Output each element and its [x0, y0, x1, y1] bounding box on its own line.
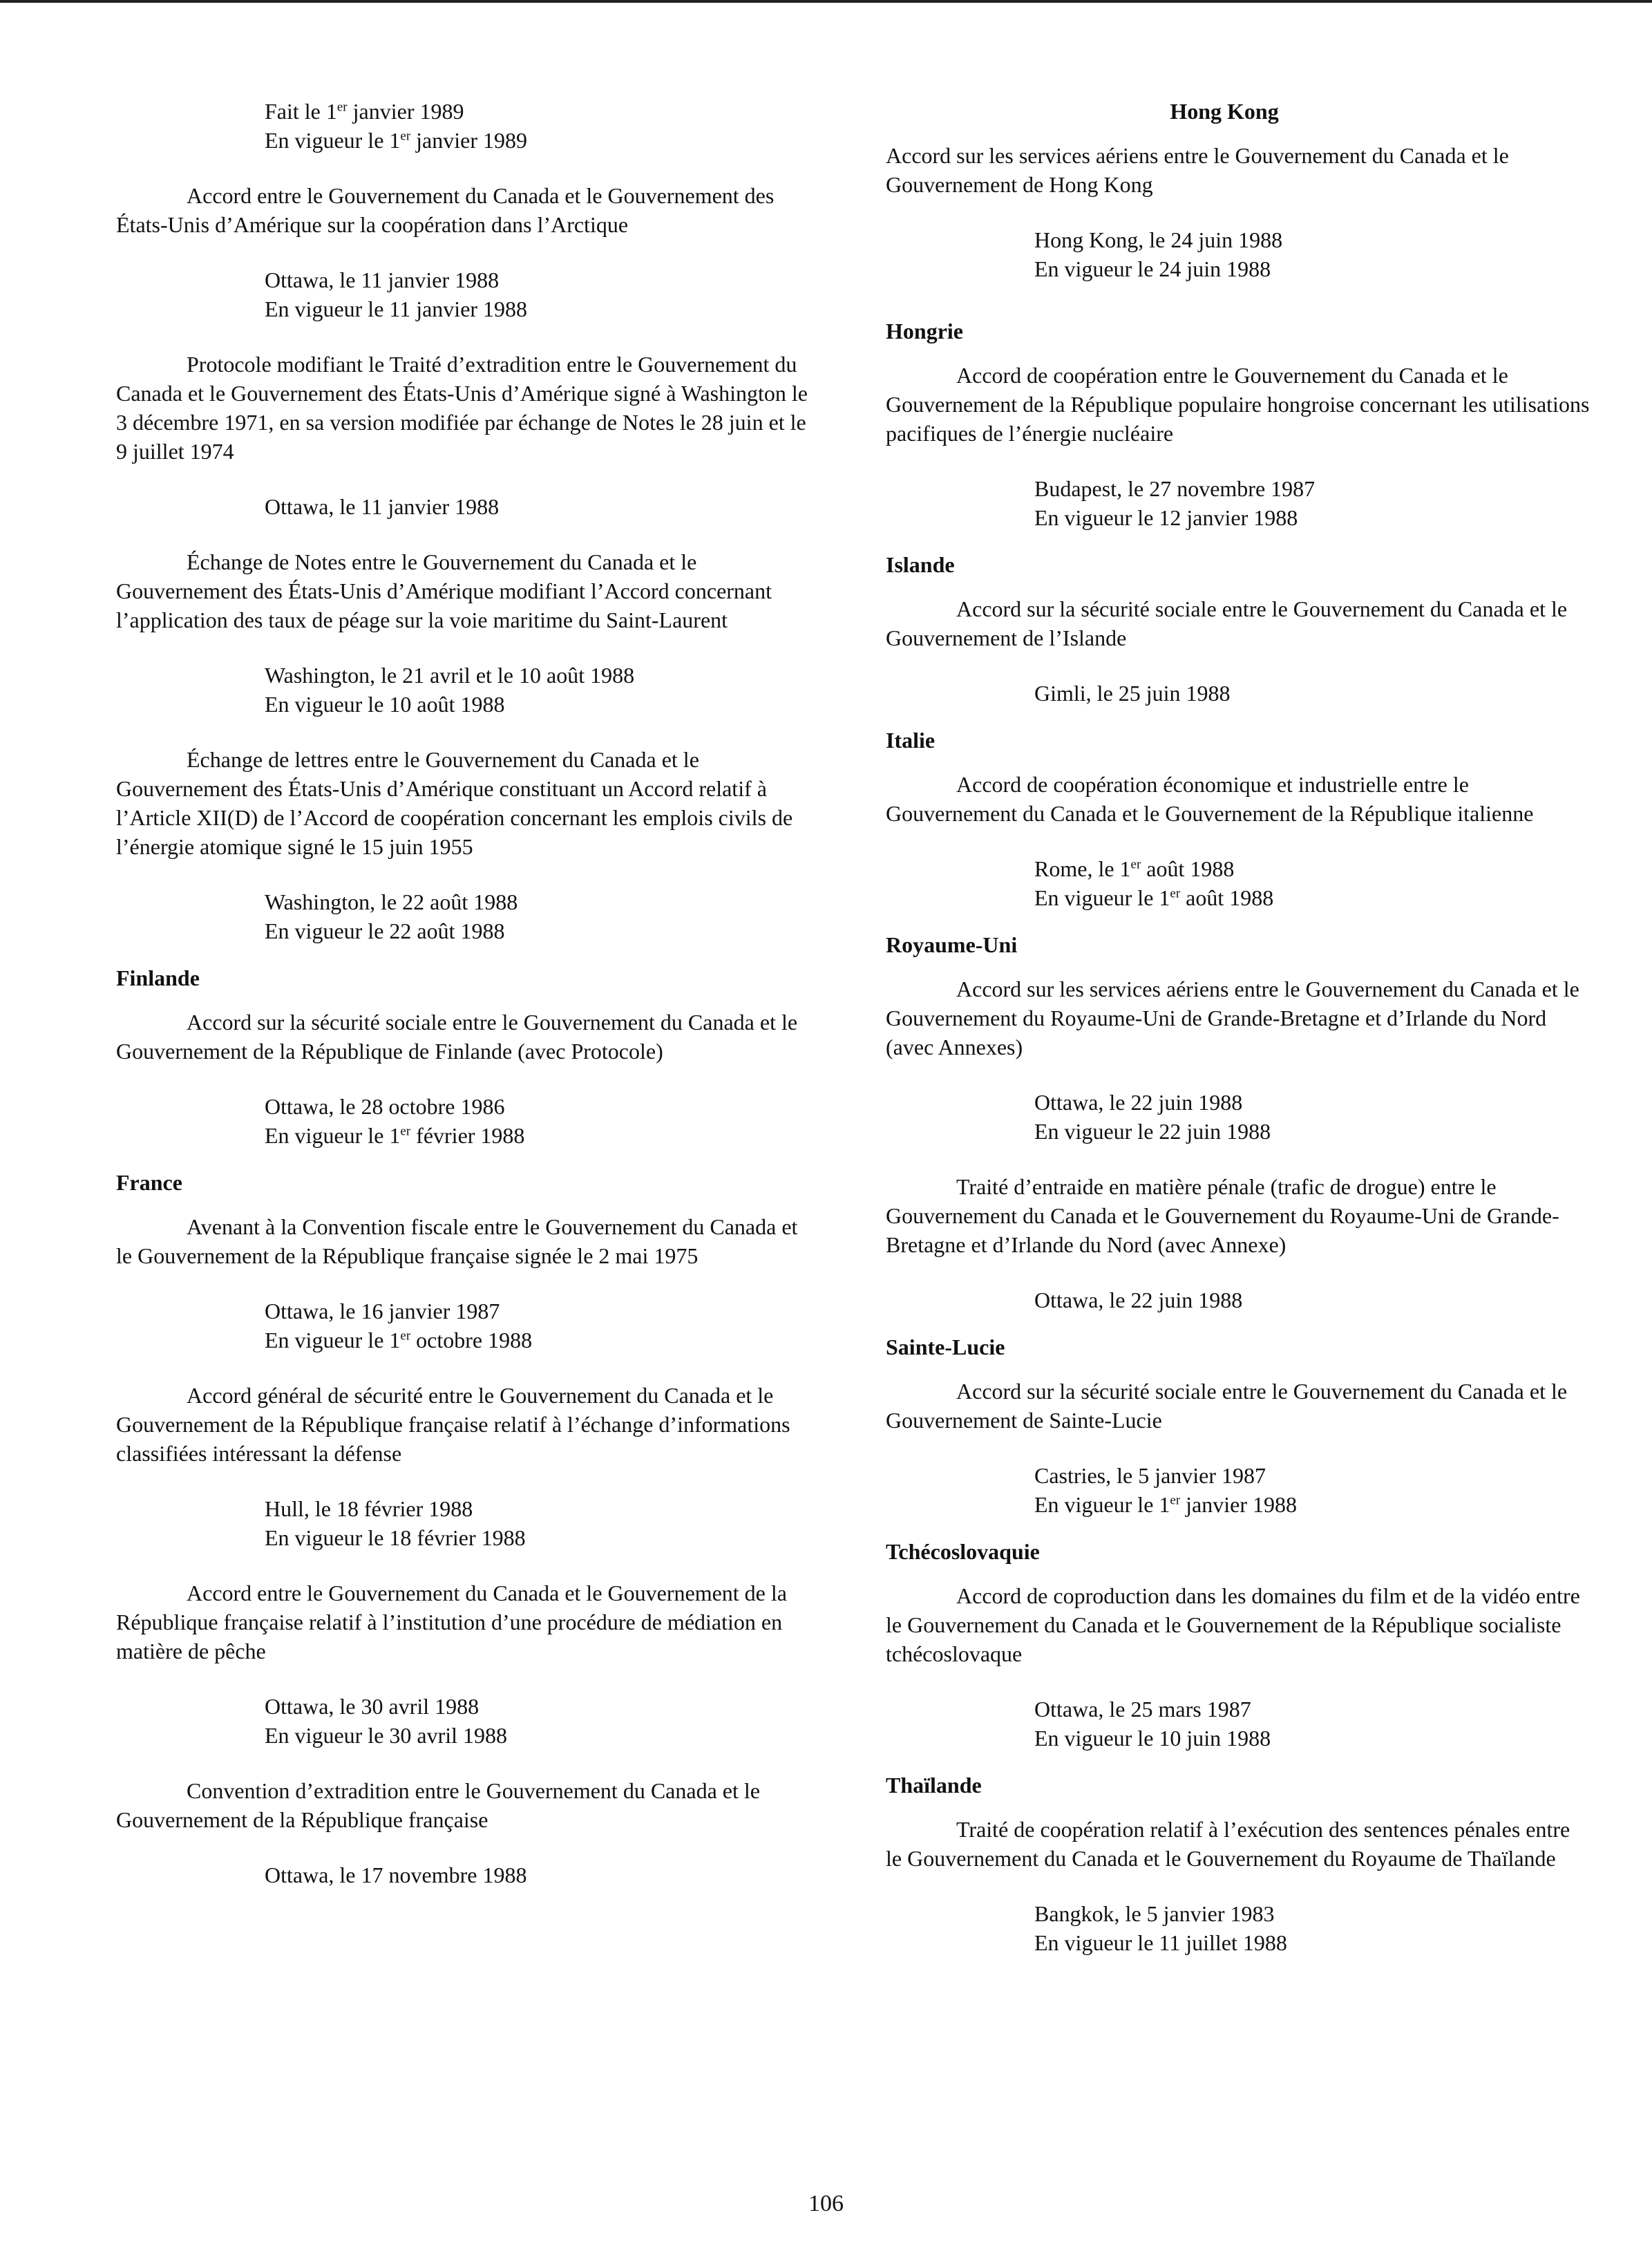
agreement-text: Accord sur les services aériens entre le Gouvernement du Canada et le Gouvernement de Hong Kong: [886, 143, 1509, 197]
country-heading-thailande: Thaïlande: [886, 1773, 982, 1798]
in-force-line: [1034, 1490, 1591, 1519]
date-text: Rome, le 1: [1034, 856, 1131, 881]
in-force-line: En vigueur le 10 juin 1988: [1034, 1726, 1271, 1751]
left-column: [116, 97, 814, 1916]
agreement-dates: [886, 474, 1591, 532]
country-heading-sainte-lucie: Sainte-Lucie: [886, 1335, 1005, 1359]
country-heading-italie: Italie: [886, 728, 936, 753]
agreement-text: Traité de coopération relatif à l’exécution des sentences pénales entre le Gouvernement du Canada et le Gouvernement du Royaume de Thaïlande: [886, 1817, 1570, 1871]
signed-line: Castries, le 5 janvier 1987: [1034, 1463, 1266, 1488]
country-heading-islande: Islande: [886, 552, 955, 577]
right-column: [886, 97, 1591, 1983]
signed-line: Ottawa, le 11 janvier 1988: [265, 494, 500, 519]
signed-line: Ottawa, le 22 juin 1988: [1034, 1090, 1243, 1115]
in-force-line: En vigueur le 18 février 1988: [265, 1525, 526, 1550]
country-heading-tchecoslovaquie: Tchécoslovaquie: [886, 1539, 1040, 1564]
country-heading-finlande: Finlande: [116, 965, 200, 990]
signed-line: Ottawa, le 30 avril 1988: [265, 1694, 480, 1719]
in-force-line: En vigueur le 24 juin 1988: [1034, 256, 1271, 281]
country-heading-hong-kong: Hong Kong: [1170, 99, 1279, 124]
agreement-dates: [116, 1692, 814, 1750]
signed-line: Bangkok, le 5 janvier 1983: [1034, 1901, 1275, 1926]
in-force-line: En vigueur le 22 août 1988: [265, 918, 505, 943]
agreement-text: Accord sur les services aériens entre le Gouvernement du Canada et le Gouvernement du Royaume-Uni de Grande-Bretagne et d’Irlande du Nord (avec Annexes): [886, 977, 1579, 1059]
country-heading-royaume-uni: Royaume-Uni: [886, 932, 1018, 957]
page-number: 106: [808, 2191, 844, 2216]
agreement-text: Convention d’extradition entre le Gouvernement du Canada et le Gouvernement de la République française: [116, 1778, 760, 1832]
date-text: août 1988: [1141, 856, 1235, 881]
agreement-text: Accord de coopération entre le Gouvernement du Canada et le Gouvernement de la République populaire hongroise concernant les utilisations pacifiques de l’énergie nucléaire: [886, 363, 1590, 446]
agreement-text: Accord de coopération économique et industrielle entre le Gouvernement du Canada et le Gouvernement de la République italienne: [886, 772, 1534, 826]
agreement-dates: [886, 1285, 1591, 1314]
agreement-dates: [886, 679, 1591, 708]
in-force-line: En vigueur le 30 avril 1988: [265, 1723, 508, 1748]
in-force-line: En vigueur le 11 janvier 1988: [265, 296, 528, 321]
date-text: août 1988: [1180, 885, 1274, 910]
signed-line: Ottawa, le 11 janvier 1988: [265, 267, 500, 292]
signed-line: Hong Kong, le 24 juin 1988: [1034, 227, 1283, 252]
signed-line: Washington, le 22 août 1988: [265, 889, 518, 914]
signed-line: Ottawa, le 17 novembre 1988: [265, 1863, 527, 1887]
agreement-dates: [116, 661, 814, 719]
agreement-dates: [116, 1092, 814, 1150]
agreement-text: Accord général de sécurité entre le Gouvernement du Canada et le Gouvernement de la République française relatif à l’échange d’informations classifiées intéressant la défense: [116, 1383, 790, 1466]
date-text: En vigueur le 1: [265, 128, 401, 153]
agreement-dates: [116, 1297, 814, 1355]
agreement-dates: [116, 492, 814, 521]
date-text: janvier 1988: [1180, 1492, 1297, 1517]
signed-line: Washington, le 21 avril et le 10 août 1988: [265, 663, 635, 688]
agreement-dates: [116, 1494, 814, 1552]
agreement-text: Échange de Notes entre le Gouvernement du Canada et le Gouvernement des États-Unis d’Amérique modifiant l’Accord concernant l’application des taux de péage sur la voie maritime du Saint-Laurent: [116, 549, 772, 632]
signed-line: Ottawa, le 25 mars 1987: [1034, 1697, 1251, 1722]
in-force-line: En vigueur le 22 juin 1988: [1034, 1119, 1271, 1144]
country-heading-hongrie: Hongrie: [886, 319, 963, 343]
agreement-text: Accord sur la sécurité sociale entre le Gouvernement du Canada et le Gouvernement de Sainte-Lucie: [886, 1379, 1568, 1433]
signed-line: Gimli, le 25 juin 1988: [1034, 681, 1231, 706]
superscript: er: [400, 129, 411, 144]
agreement-text: Accord entre le Gouvernement du Canada et le Gouvernement de la République française relatif à l’institution d’une procédure de médiation en matière de pêche: [116, 1581, 787, 1663]
agreement-text: Échange de lettres entre le Gouvernement du Canada et le Gouvernement des États-Unis d’Amérique constituant un Accord relatif à l’Article XII(D) de l’Accord de coopération concernant les emplois civils de l’énergie atomique signé le 15 juin 1955: [116, 747, 793, 859]
in-force-line: [265, 126, 814, 155]
date-text: janvier 1989: [347, 99, 464, 124]
agreement-text: Accord sur la sécurité sociale entre le Gouvernement du Canada et le Gouvernement de la République de Finlande (avec Protocole): [116, 1010, 798, 1064]
agreement-dates: [886, 854, 1591, 912]
date-text: En vigueur le 1: [1034, 885, 1170, 910]
agreement-dates: [886, 225, 1591, 283]
agreement-dates: [886, 1461, 1591, 1519]
agreement-dates: [116, 887, 814, 945]
in-force-line: [265, 1326, 814, 1355]
in-force-line: [1034, 883, 1591, 912]
agreement-dates: [886, 1899, 1591, 1957]
in-force-line: En vigueur le 10 août 1988: [265, 692, 505, 717]
date-text: En vigueur le 1: [1034, 1492, 1170, 1517]
signed-line: Ottawa, le 16 janvier 1987: [265, 1299, 500, 1323]
agreement-dates: [116, 1860, 814, 1889]
superscript: er: [1170, 1493, 1181, 1508]
agreement-text: Accord sur la sécurité sociale entre le Gouvernement du Canada et le Gouvernement de l’Islande: [886, 596, 1568, 650]
superscript: er: [400, 1328, 411, 1343]
in-force-line: En vigueur le 11 juillet 1988: [1034, 1930, 1287, 1955]
agreement-text: Traité d’entraide en matière pénale (trafic de drogue) entre le Gouvernement du Canada et le Gouvernement du Royaume-Uni de Grande-Bretagne et d’Irlande du Nord (avec Annexe): [886, 1174, 1559, 1257]
agreement-text: Avenant à la Convention fiscale entre le Gouvernement du Canada et le Gouvernement de la République française signée le 2 mai 1975: [116, 1214, 798, 1268]
date-text: En vigueur le 1: [265, 1123, 401, 1148]
signed-line: Ottawa, le 22 juin 1988: [1034, 1288, 1243, 1312]
agreement-dates: [116, 265, 814, 323]
signed-line: Hull, le 18 février 1988: [265, 1496, 473, 1521]
agreement-text: Accord de coproduction dans les domaines du film et de la vidéo entre le Gouvernement du Canada et le Gouvernement de la République socialiste tchécoslovaque: [886, 1583, 1580, 1666]
date-text: janvier 1989: [410, 128, 527, 153]
signed-line: [1034, 854, 1591, 883]
signed-line: Ottawa, le 28 octobre 1986: [265, 1094, 505, 1119]
signed-line: Budapest, le 27 novembre 1987: [1034, 476, 1316, 501]
superscript: er: [1170, 886, 1181, 901]
intro-dates: [116, 97, 814, 155]
country-heading-france: France: [116, 1170, 182, 1195]
date-text: En vigueur le 1: [265, 1328, 401, 1352]
agreement-text: Accord entre le Gouvernement du Canada et le Gouvernement des États-Unis d’Amérique sur la coopération dans l’Arctique: [116, 183, 775, 237]
superscript: er: [400, 1124, 411, 1139]
date-text: Fait le 1: [265, 99, 337, 124]
agreement-dates: [886, 1695, 1591, 1753]
agreement-dates: [886, 1088, 1591, 1146]
date-text: février 1988: [410, 1123, 525, 1148]
in-force-line: En vigueur le 12 janvier 1988: [1034, 505, 1298, 530]
agreement-text: Protocole modifiant le Traité d’extradition entre le Gouvernement du Canada et le Gouvernement des États-Unis d’Amérique signé à Washington le 3 décembre 1971, en sa version modifiée par échange de Notes le 28 juin et le 9 juillet 1974: [116, 352, 808, 464]
date-text: octobre 1988: [410, 1328, 533, 1352]
in-force-line: [265, 1121, 814, 1150]
superscript: er: [1130, 857, 1141, 872]
date-line: [265, 97, 814, 126]
superscript: er: [336, 100, 348, 115]
